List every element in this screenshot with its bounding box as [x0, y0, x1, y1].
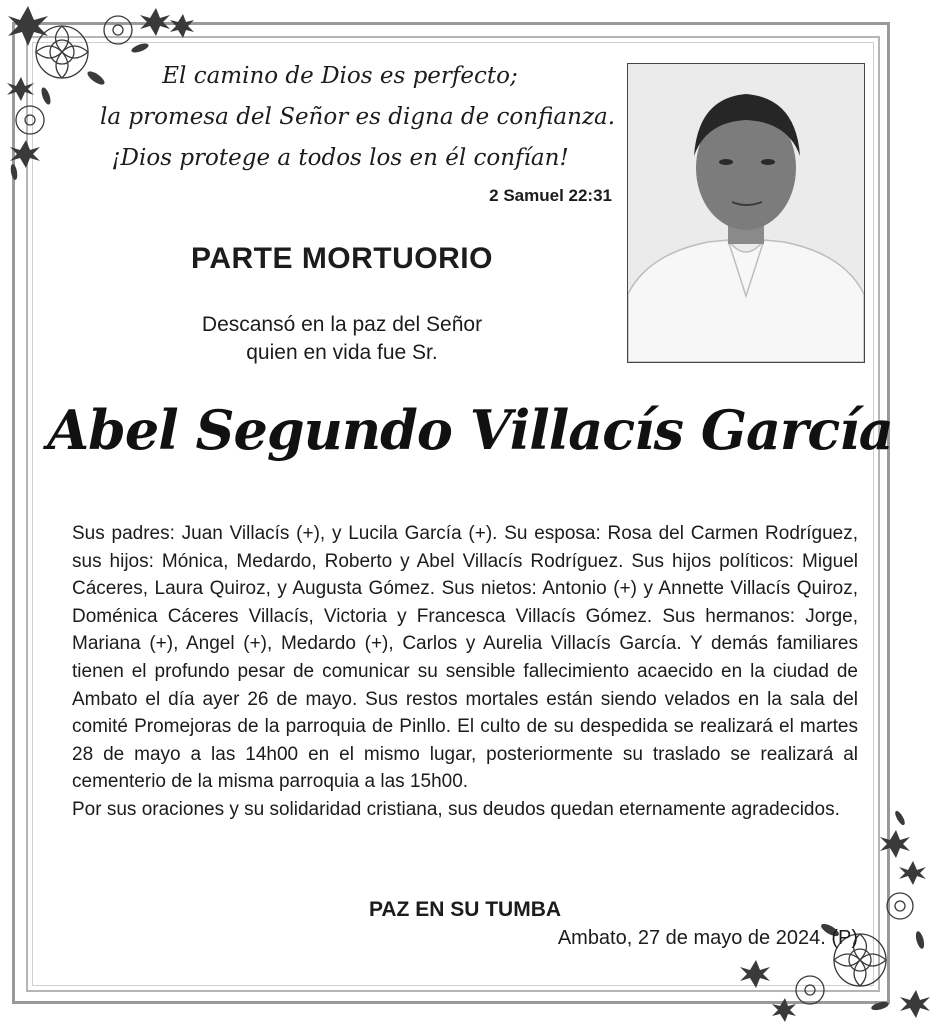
verse-line-1: El camino de Dios es perfecto;	[162, 63, 518, 89]
floral-ornament-bottom-right-icon	[730, 810, 940, 1024]
closing-phrase: PAZ EN SU TUMBA	[368, 898, 562, 921]
portrait-silhouette-icon	[628, 64, 864, 362]
verse-line-3: ¡Dios protege a todos los en él confían!	[111, 145, 569, 171]
intro-line-2: quien en vida fue Sr.	[246, 341, 438, 364]
intro-text	[140, 311, 544, 367]
portrait-photo	[627, 63, 865, 363]
deceased-name: Abel Segundo Villacís García	[47, 398, 893, 462]
date-line: Ambato, 27 de mayo de 2024. (P)	[557, 927, 858, 949]
bible-verse	[100, 56, 616, 179]
intro-line-1: Descansó en la paz del Señor	[201, 313, 483, 336]
page-title: PARTE MORTUORIO	[191, 242, 493, 275]
verse-reference: 2 Samuel 22:31	[489, 186, 612, 205]
family-paragraph: Sus padres: Juan Villacís (+), y Lucila García (+). Su esposa: Rosa del Carmen Rodríguez, sus hijos: Mónica, Medardo, Roberto y Abel Villacís Rodríguez. Sus hijos políticos: Miguel Cáceres, Laura Quiroz, y Augusta Gómez. Sus nietos: Antonio (+) y Annette Villacís Quiroz, Doménica Cáceres Villacís, Victoria y Francesca Villacís Gómez. Sus hermanos: Jorge, Mariana (+), Angel (+), Medardo (+), Carlos y Aurelia Villacís García. Y demás familiares tienen el profundo pesar de comunicar su sensible fallecimiento acaecido en la ciudad de Ambato el día ayer 26 de mayo. Sus restos mortales están siendo velados en la sala del comité Promejoras de la parroquia de Pinllo. El culto de su despedida se realizará el martes 28 de mayo a las 14h00 en el mismo lugar, posteriormente su traslado se realizará al cementerio de la misma parroquia a las 15h00.	[72, 523, 858, 793]
obituary-body	[72, 520, 858, 824]
verse-line-2: la promesa del Señor es digna de confianza.	[100, 104, 616, 130]
gratitude-paragraph: Por sus oraciones y su solidaridad cristiana, sus deudos quedan eternamente agradecidos.	[72, 798, 840, 820]
